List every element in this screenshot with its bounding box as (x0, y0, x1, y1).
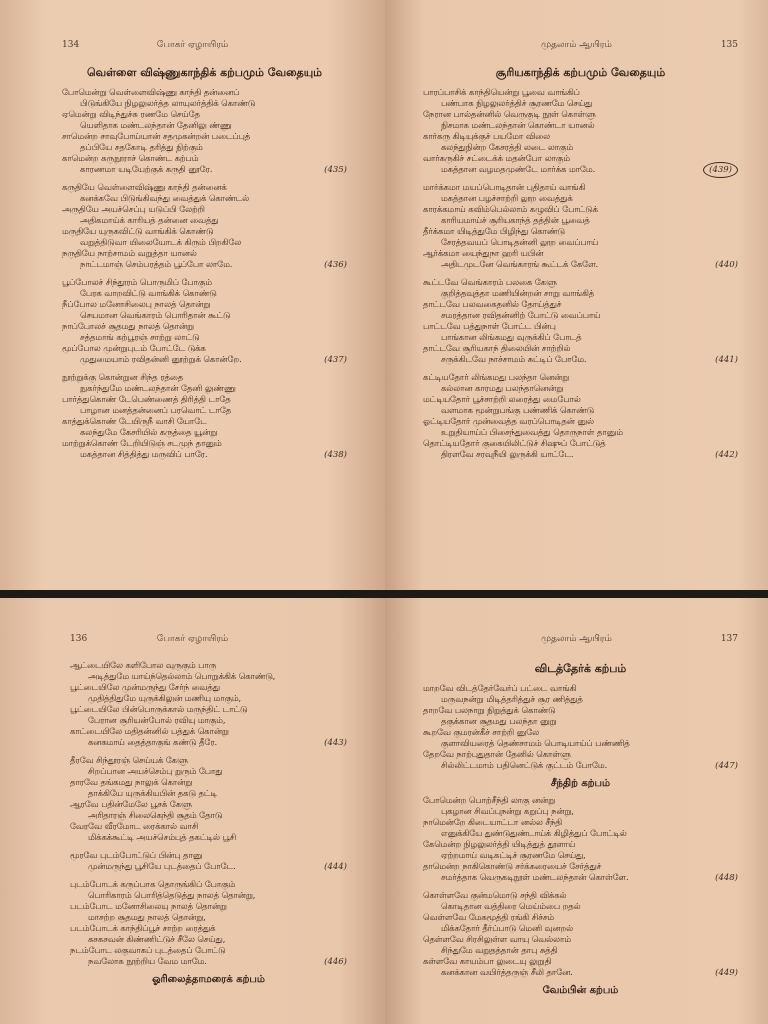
verse-line: நீப்போல மனோசிலைபு நாலத் தொன்று (62, 299, 211, 309)
verse (423, 683, 738, 771)
verse-line: எனுக்கியே துண்டுதுண்டாய்க் கிழித்துப் போட்டில் (441, 828, 627, 838)
verse-line: குளாவியரைத் தெண்சாமம் பொடியாய்ப் பண்ணித் (441, 738, 630, 748)
verse-line: மாறவே விடத்தேர்வேர்ப் பட்டை வாங்கி (423, 683, 577, 693)
circled-verse-number: (439) (703, 162, 738, 178)
verse-line: சருக்கிடவே நாச்சாமம் சுட்டிப் போமே. (441, 354, 587, 364)
page-number: 134 (62, 40, 80, 50)
verse-number: (441) (715, 355, 738, 365)
verse (423, 182, 738, 270)
verse-list (423, 683, 738, 771)
verse-line: தெள்ளவே சிரசிலுள்ள வாயு வெல்லாம் (423, 934, 571, 944)
verse-line: கார்கரு கிடியுக்குச் பயமோ விலை (423, 131, 550, 141)
verse-number: (449) (715, 968, 738, 978)
verse-line: சில்லிட்டமாம் பதினெட்டுக் குட்டம் போமே. (441, 760, 608, 770)
verse-line: தாட்டவே பலவகைதனில் தோய்த்துச் (423, 299, 562, 309)
verse-line: கலந்துமே கேசரியில் கருத்தை யூன்று (80, 427, 218, 437)
verse-line: பூப்போலச் சிந்தூரம் பொருமிப் போகும் (62, 277, 212, 287)
verse-line: சமர்த்தாக வெருகடிநூள் மண்டலந்தான் கொள்ளே. (441, 872, 629, 882)
verse-line: சிறப்பான அயச்செம்பு றுரும் போது (88, 766, 223, 776)
verse-line: போமென்று வெள்ளைவிஷ்ணு காந்தி தன்னைப் (62, 87, 240, 97)
verse-line: முன்மருந்து பூசியே புடத்தைப் போடே. (88, 861, 236, 871)
verse (70, 660, 347, 748)
verse (70, 755, 347, 843)
verse-line: ஆரவே பதின்மேலே பூசக் கேளு (70, 799, 192, 809)
verse-line: வேரவே வீரமோட ரைக்கால் வாசி (70, 821, 199, 831)
verse-line: தப்பியே சதகோடி தரித்து நிற்கும் (80, 142, 203, 152)
verse-line: கூறவே குமரன்கீச் சாற்றி னுலே (423, 727, 540, 737)
verse-number: (444) (324, 862, 347, 872)
verse-line: திரளவே சரவுநீயி லுருக்கி யாட்டே. (441, 449, 574, 459)
verse-line: நுகர்ந்துமே மண்டலந்தான் தேனி லுண்ணு (80, 383, 236, 393)
verse-line: பார்த்துகொண் டேபெண்ணைத் திரித்தி டாதே (62, 394, 231, 404)
verse-number (703, 165, 738, 175)
verse-number: (442) (715, 450, 738, 460)
verse-line: தீரவே சிந்தூரஞ் செய்யக் கேளு (70, 755, 188, 765)
verse-line: காரக்கமாய் கவிம்பெல்லாம் கழுவிப் போட்டுக் (423, 204, 598, 214)
verse (70, 879, 347, 967)
verse-line: பூட்டையிலே முன்மருந்து சேர்ந் வைத்து (70, 682, 220, 692)
verse-line: யெளிதாக மண்டலந்தான் தேனிலு ண்ணு (80, 120, 232, 130)
verse-line: மாசற்ற சூதமது நாலத் தொன்று, (88, 912, 206, 922)
verse-line: கொடிதான வத்திரை மெய்ம்பை றதல் (441, 901, 581, 911)
verse-line: நாப்போலச் சூதமது நாலத் தொன்று (62, 321, 194, 331)
verse-line: மாற்றுக்கொண் டேறியிடுஞ் சடமுந் தானும் (62, 438, 222, 448)
verse (62, 372, 347, 460)
section-title: விடத்தேர்க் கற்பம் (534, 662, 627, 675)
page-135 (385, 0, 768, 590)
verse-line: படம்போட மனோசிலையு நாலத் தொன்று (70, 901, 227, 911)
verse-line: நருதியே நாற்சாமம் வறுத்தா யானல் (62, 248, 197, 258)
verse-list (70, 660, 347, 967)
footer-title: ஓரிலைத்தாமரைக் கற்பம் (152, 974, 265, 985)
verse-line: செயமான வெங்காரம் பொரிதான் கூட்டு (80, 310, 231, 320)
verse-line: பண்பாக நிழலுலர்த்திச் சூரணமே செய்து (441, 98, 593, 108)
verse-number: (443) (324, 738, 347, 748)
verse-line: வறுத்திடுவா யிலையோடக் கிரும் பிறகிலே (80, 237, 242, 247)
running-title: முதலாம் ஆயிரம் (541, 634, 612, 644)
verse-line: தாக்கியே யுருக்கியபின் தகடு தட்டி (88, 788, 218, 798)
verse-line: ஏற்றமாய் வடிகட்டிச் சூரணமே செய்து, (441, 850, 586, 860)
verse-line: பாட்டவே பத்துநாள் போட்ட பின்பு (423, 321, 556, 331)
verse-line: தாறவே பலநாறு நிறுத்துக் கொண்டு (423, 705, 556, 715)
verse (423, 795, 738, 883)
verse (62, 87, 347, 175)
page-136 (0, 598, 385, 1024)
verse (423, 277, 738, 365)
verse-line: நூற்றுக்கு கொன்றுன சிந்த ரத்தை (62, 372, 184, 382)
verse-line: மகத்தான வழமதமுண்டே மார்க்க மாமே. (441, 164, 596, 174)
verse-line: நாமென்றே கிடையாட்டா னல்ல சீந்தி (423, 817, 563, 827)
verse-line: கொள்ளவே குன்மமொடு சந்தி விக்கல் (423, 890, 567, 900)
verse-line: மார்க்கமா மயப்பொடிதான் புதிதாய் வாங்கி (423, 182, 586, 192)
verse-line: வளமாக மூன்றுபங்கு பண்ணிக் கொண்டு (441, 405, 595, 415)
verse-line: நவலோக நூற்றிய வேம மாமே. (88, 956, 207, 966)
page-137 (385, 598, 768, 1024)
verse-line: கல்லான காரமது பலந்தானென்று (441, 383, 564, 393)
verse-line: ஏமென்று விடிந்துச்சு ரணமே செய்தே (62, 109, 200, 119)
verse-line: அருதியே அயச்செப்பு யடுப்பி லேற்றி (62, 204, 205, 214)
verse-line: சாமென்ற சாவுபோய்யான் சதமுகன்றன் படைப்புத் (62, 131, 251, 141)
verse-line: சமரத்தான ரவிதன்னிற் போட்டு வைப்பாய் (441, 310, 601, 320)
verse-line: அதிடமுடனே வெங்காரங் கூட்டக் கேளே. (441, 259, 599, 269)
verse-line: பேரக வாறவிட்டு வாங்கிக் கொண்டு (80, 288, 217, 298)
verse-line: படம்போடக் காந்திப்பூச் சாற்ற ரைத்துக் (70, 923, 216, 933)
verse-line: காரியமாய்ச் சூரியகாந்த் தத்தின் பூவைத் (441, 215, 590, 225)
section-title: வெள்ளை விஷ்ணுகாந்திக் கற்பமும் வேதையும் (87, 66, 322, 79)
verse-line: தொட்டியதோர் குகையிலிட்டுச் சிஷுப் போட்டுத் (423, 438, 606, 448)
verse-line: கூட்டவே வெங்காரம் பலகை கேளு (423, 277, 557, 287)
verse-line: அடித்துமே யாய்ந்தெல்லாம் பொறுக்கிக் கொண்டு, (88, 671, 276, 681)
verse-line: நாட்டமாஞ் செம்பரத்தம் பூப்போ லாமே. (80, 259, 233, 269)
verse-number: (436) (324, 260, 347, 270)
verse-line: தாமென்ற நாகிகொண்டு சர்க்கரையைச் சேர்த்துச் (423, 861, 602, 871)
verse-list (62, 87, 347, 460)
verse-line: அதிகமாய்க் காரியத் தன்னை வைத்து (80, 215, 219, 225)
verse-list (423, 87, 738, 460)
verse-line: பொரிகாரம் பொரித்தெடுத்து நாலத் தொன்று, (88, 890, 256, 900)
verse (70, 850, 347, 872)
verse-line: பூட்டையிலே பின்பொருக்கால் மருந்திட் டாட்டு (70, 704, 248, 714)
verse-line: பாரப்பாசிக் காந்தியென்று பூவை வாங்கிப் (423, 87, 580, 97)
verse-line: கட்டியதோர் லிங்கமது பலந்தா னென்று (423, 372, 570, 382)
footer-title: வேம்பின் கற்பம் (542, 985, 619, 996)
verse-line: மிக்கக்கூட்டி அயச்செம்புத் தகட்டில் பூசி (88, 832, 237, 842)
verse-line: காரணமா யடியேற்குக் கருதி னூரே. (80, 164, 213, 174)
verse-line: நிசமாக மண்டலந்தான் கொண்டா யானல் (441, 120, 595, 130)
verse-line: காமென்ற கருநூராச் கொண்ட கற்பம் (62, 153, 199, 163)
verse-line: தகுக்கான சூதமது பலந்தா னுறு (441, 716, 557, 726)
verse-line: ஆர்க்கமா யைந்துநா ஹரி யபின் (423, 248, 544, 258)
verse-line: போமென்ற பொற்சீந்தி லாகு னன்று (423, 795, 556, 805)
verse-line: மிக்கதோர் தீர்ப்பாடு மெனி வுனறல் (441, 923, 574, 933)
verse-line: பாழான மனத்தன்னைப் பரவொட் டாதே (80, 405, 232, 415)
page-number: 136 (70, 634, 88, 644)
verse-line: கசகசவன் கிண்ணிட்டுச் சீலே செய்து, (88, 934, 226, 944)
verse-line: கேமென்ற நிழலுலர்த்தி யிடித்துத் தூளாய் (423, 839, 576, 849)
verse-line: கலந்துநின்ற கேசரத்தி லடை லாகும் (441, 142, 574, 152)
verse-line: குறித்தவுத்தா மணியின்றன் சாறு வாங்கித் (441, 288, 595, 298)
verse-line: காட்டையிலே மதிதன்னில் பத்துக் கொன்று (70, 726, 229, 736)
verse-number: (435) (324, 165, 347, 175)
verse-line: ஓட்டியதோர் முன்வைத்த வரப்பொடிதன் னுல் (423, 416, 594, 426)
verse-line: மகத்தான சித்தித்து மருவிப் பாரே. (80, 449, 208, 459)
verse-line: தாரவே தங்கமது நாலுக் கொன்று (70, 777, 193, 787)
verse-line: நேரான பால்தன்னில் வெருகுடி நூள் கொள்ளு (423, 109, 596, 119)
book-spread-bottom (0, 590, 768, 1024)
verse-number: (440) (715, 260, 738, 270)
verse-line: மருவநன்று மிடித்தரித்துச் சூர ணித்துத் (441, 694, 583, 704)
verse-line: நடம்போட லகுவாகப் புடத்தைப் போட்டு (70, 945, 226, 955)
verse-line: சிந்துமே வறுதத்தான் தாபு சுத்தி (441, 945, 558, 955)
verse-line: கனக்கான வயிர்த்தருஞ் சீலி தானே. (441, 967, 573, 977)
verse-line: பேரான சூரியன்போல் ரவியு மாகும், (88, 715, 226, 725)
verse-line: தாட்டவே சூரியகாந் திலையின் சாற்றில் (423, 343, 571, 353)
verse (423, 890, 738, 978)
verse-line: சத்தமாங் கற்பூரஞ் சாற்று லாட்டு (80, 332, 200, 342)
verse (423, 372, 738, 460)
page-number: 137 (720, 634, 738, 644)
verse-line: முதுமையாம் ரவிதன்னி னூற்றுக் கொன்றே. (80, 354, 242, 364)
section-subtitle: சீந்திற் கற்பம் (550, 778, 611, 789)
running-title: போகர் ஏழாயிரம் (156, 40, 229, 50)
verse-line: மகத்தான பழச்சாற்றி லூற வைத்துக் (441, 193, 573, 203)
verse (62, 277, 347, 365)
verse-line: கனக்கவே பிடுங்கிவந்து வைத்துக் கொண்டல் (80, 193, 250, 203)
running-title: முதலாம் ஆயிரம் (541, 40, 612, 50)
verse-line: கள்ளவே காயம்பா லுடையு லுறுதி (423, 956, 552, 966)
verse-number: (438) (324, 450, 347, 460)
verse-line: மூப்போல முன்றுபுடம் போட்டே டுக்க (62, 343, 206, 353)
verse-line: காத்துக்கொண் டேயிருநீ வாசி யோடே (62, 416, 207, 426)
verse-line: சேரத்தவயப் பொடிதன்னி லூற வைப்பாய் (441, 237, 599, 247)
page-134 (0, 0, 385, 590)
verse-line: கருதியே வெள்ளைவிஷ்ணு காந்தி தன்னைக் (62, 182, 227, 192)
verse-line: அரிதாரஞ் சிலைகெந்தி சூதம் தோடு (88, 810, 223, 820)
verse-number: (437) (324, 355, 347, 365)
verse-line: முதித்திதுமே யுருக்கிலுன் மணியு மாகும், (88, 693, 242, 703)
running-title: போகர் ஏழாயிரம் (156, 634, 229, 644)
verse-line: வார்கருகிச் சட்டைக்க் மதன்போ லாகும் (423, 153, 570, 163)
verse-line: புகழான சிவப்புநன்று கறுப்பு நன்று, (441, 806, 575, 816)
verse-line: மட்டியதோர் பூச்சாற்றி லரைத்து மைபோல் (423, 394, 581, 404)
verse-line: பாங்கான லிங்கமது வுருக்கிப் போடத் (441, 332, 582, 342)
verse-number: (448) (715, 873, 738, 883)
verse-list (423, 795, 738, 978)
section-title: சூரியகாந்திக் கற்பமும் வேதையும் (495, 66, 666, 79)
verse-line: மூரவே புடம்போட்டுப் பின்பு தானு (70, 850, 203, 860)
verse-line: தேறவே நாற்புதுதான் தேனில் கொள்ளு (423, 749, 571, 759)
verse-line: தீர்க்கமா யிடித்துமே பிழிந்து கொண்டு (423, 226, 565, 236)
verse (423, 87, 738, 175)
verse-line: பிடுங்கியே நிழலுலர்த்த லாயுலர்த்திக் கொண்டு (80, 98, 256, 108)
verse (62, 182, 347, 270)
verse-line: ஆட்டையிலே களிபோல வுருகும் பாரு (70, 660, 217, 670)
verse-line: புடம்போடக் கருப்பாக தொருங்கிப் போகும் (70, 879, 236, 889)
verse-line: வெள்ளவே மேகமூத்தி ரங்கி சிச்சம் (423, 912, 555, 922)
verse-line: மருதியே யுருகவிட்டு வாங்கிக் கொண்டு (62, 226, 214, 236)
verse-line: கனகமாய் தைத்தாகுங் கண்டு தீரே. (88, 737, 218, 747)
page-number: 135 (720, 40, 738, 50)
verse-line: உறுதியாய்ப் பிசைந்துவைத்து தொருநாள் தானும் (441, 427, 623, 437)
verse-number: (446) (324, 957, 347, 967)
verse-number: (447) (715, 761, 738, 771)
